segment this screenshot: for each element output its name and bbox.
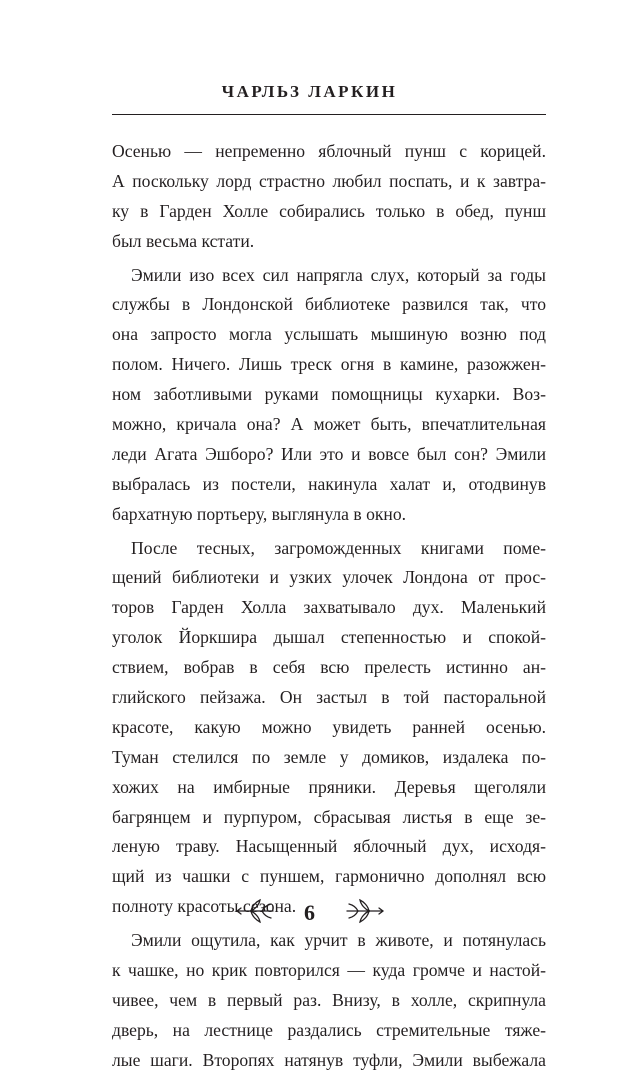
text-line: хожих на имбирные пряники. Деревья щеголяли — [112, 776, 546, 797]
text-line: она запросто могла услышать мышиную возню под — [112, 324, 546, 345]
text-line: полом. Ничего. Лишь треск огня в камине, разожжен- — [112, 354, 546, 375]
text-line: леди Агата Эшборо? Или это и вовсе был сон? Эмили — [112, 443, 546, 464]
text-line: ном заботливыми руками помощницы кухарки. Воз- — [112, 384, 546, 405]
text-line: багрянцем и пурпуром, сбрасывая листья в еще зе- — [112, 806, 546, 827]
text-line: ствием, вобрав в себя всю прелесть истинно ан- — [112, 657, 546, 678]
text-line: выбралась из постели, накинула халат и, отодвинув — [112, 473, 546, 494]
text-line: глийского пейзажа. Он застыл в той пасторальной — [112, 687, 546, 708]
text-line: службы в Лондонской библиотеке развился так, что — [112, 294, 546, 315]
text-line: ку в Гарден Холле собирались только в обед, пунш — [112, 200, 546, 221]
text-line: к чашке, но крик повторился — куда громче и настой- — [112, 960, 546, 981]
body-text — [112, 137, 546, 1080]
text-line: леную траву. Насыщенный яблочный дух, исходя- — [112, 836, 546, 857]
paragraph-4 — [112, 926, 546, 1075]
text-line: щий из чашки с пуншем, гармонично дополнял всю — [112, 866, 546, 887]
text-line: Эмили ощутила, как урчит в животе, и потянулась — [131, 930, 546, 951]
text-line: уголок Йоркшира дышал степенностью и спокой- — [112, 627, 546, 648]
text-line: А поскольку лорд страстно любил поспать, и к завтра- — [112, 170, 546, 191]
text-line: красоте, какую можно увидеть ранней осенью. — [112, 716, 546, 737]
page-number: 6 — [304, 900, 315, 925]
text-line: можно, кричала она? А может быть, впечатлительная — [112, 414, 546, 435]
text-line: торов Гарден Холла захватывало дух. Маленький — [112, 597, 546, 618]
text-line: Эмили изо всех сил напрягла слух, который за годы — [131, 264, 546, 285]
text-line: Туман стелился по земле у домиков, издалека по- — [112, 746, 546, 767]
text-line: был весьма кстати. — [112, 230, 255, 251]
floral-sprig-icon — [346, 894, 384, 928]
paragraph-1 — [112, 137, 546, 257]
text-line: лые шаги. Второпях натянув туфли, Эмили выбежала — [112, 1049, 546, 1070]
text-line: щений библиотеки и узких улочек Лондона от прос- — [112, 567, 546, 588]
paragraph-2 — [112, 261, 546, 530]
text-line: полноту красоты сезона. — [112, 896, 297, 917]
text-line: бархатную портьеру, выглянула в окно. — [112, 503, 407, 524]
text-line: дверь, на лестнице раздались стремительные тяже- — [112, 1019, 546, 1040]
text-line: После тесных, загроможденных книгами поме- — [131, 537, 546, 558]
running-head: ЧАРЛЬЗ ЛАРКИН — [221, 82, 398, 101]
paragraph-3 — [112, 534, 546, 923]
text-line: чивее, чем в первый раз. Внизу, в холле, скрипнула — [112, 989, 546, 1010]
header-rule — [112, 114, 546, 115]
text-line: Осенью — непременно яблочный пунш с корицей. — [112, 141, 546, 161]
page-footer — [0, 886, 619, 936]
